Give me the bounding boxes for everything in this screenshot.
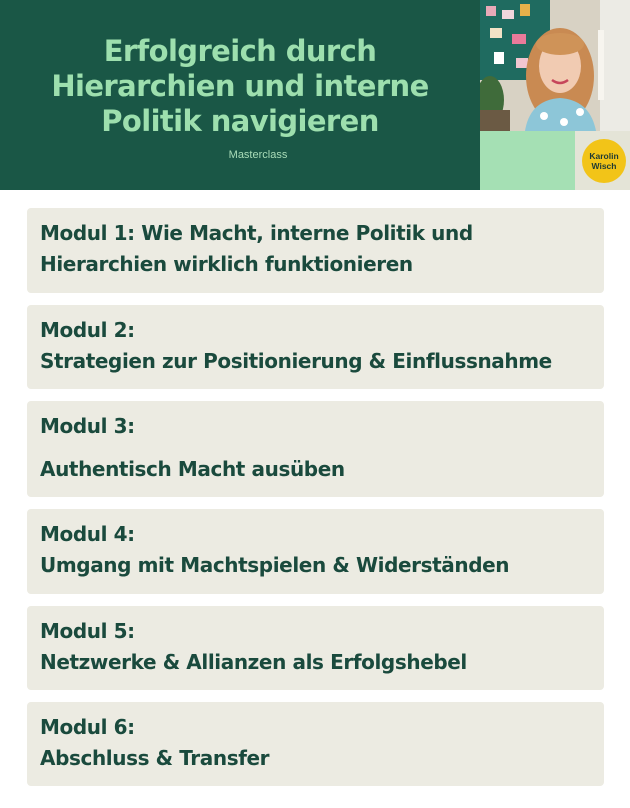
page-title <box>12 34 468 139</box>
presenter-image <box>480 0 630 131</box>
module-heading: Modul 1: Wie Macht, interne Politik und <box>40 221 473 245</box>
module-heading: Modul 2: <box>40 318 135 342</box>
logo-text: Karolin <box>589 151 619 161</box>
module-list <box>27 208 604 798</box>
module-heading: Modul 4: <box>40 522 135 546</box>
accent-block <box>480 131 575 190</box>
module-card <box>27 305 604 389</box>
presenter-video <box>480 0 630 131</box>
title-line: Politik navigieren <box>101 104 379 138</box>
logo-area <box>575 131 630 190</box>
module-card <box>27 401 604 497</box>
module-title: Authentisch Macht ausüben <box>40 457 345 481</box>
module-title: Strategien zur Positionierung & Einflussnahme <box>40 349 552 373</box>
module-card <box>27 208 604 293</box>
subtitle: Masterclass <box>228 149 288 161</box>
module-title: Abschluss & Transfer <box>40 746 270 770</box>
module-heading: Modul 6: <box>40 715 135 739</box>
module-card <box>27 702 604 786</box>
module-heading: Modul 3: <box>40 414 135 438</box>
header-banner <box>0 0 480 190</box>
logo-text: Wisch <box>591 161 617 171</box>
title-line: Erfolgreich durch <box>103 34 377 68</box>
module-title: Hierarchien wirklich funktionieren <box>40 252 413 276</box>
module-title: Netzwerke & Allianzen als Erfolgshebel <box>40 650 467 674</box>
module-card <box>27 509 604 594</box>
title-line: Hierarchien und interne <box>51 69 429 103</box>
module-heading: Modul 5: <box>40 619 135 643</box>
module-card <box>27 606 604 690</box>
logo-badge <box>582 139 626 183</box>
module-title: Umgang mit Machtspielen & Widerständen <box>40 553 510 577</box>
